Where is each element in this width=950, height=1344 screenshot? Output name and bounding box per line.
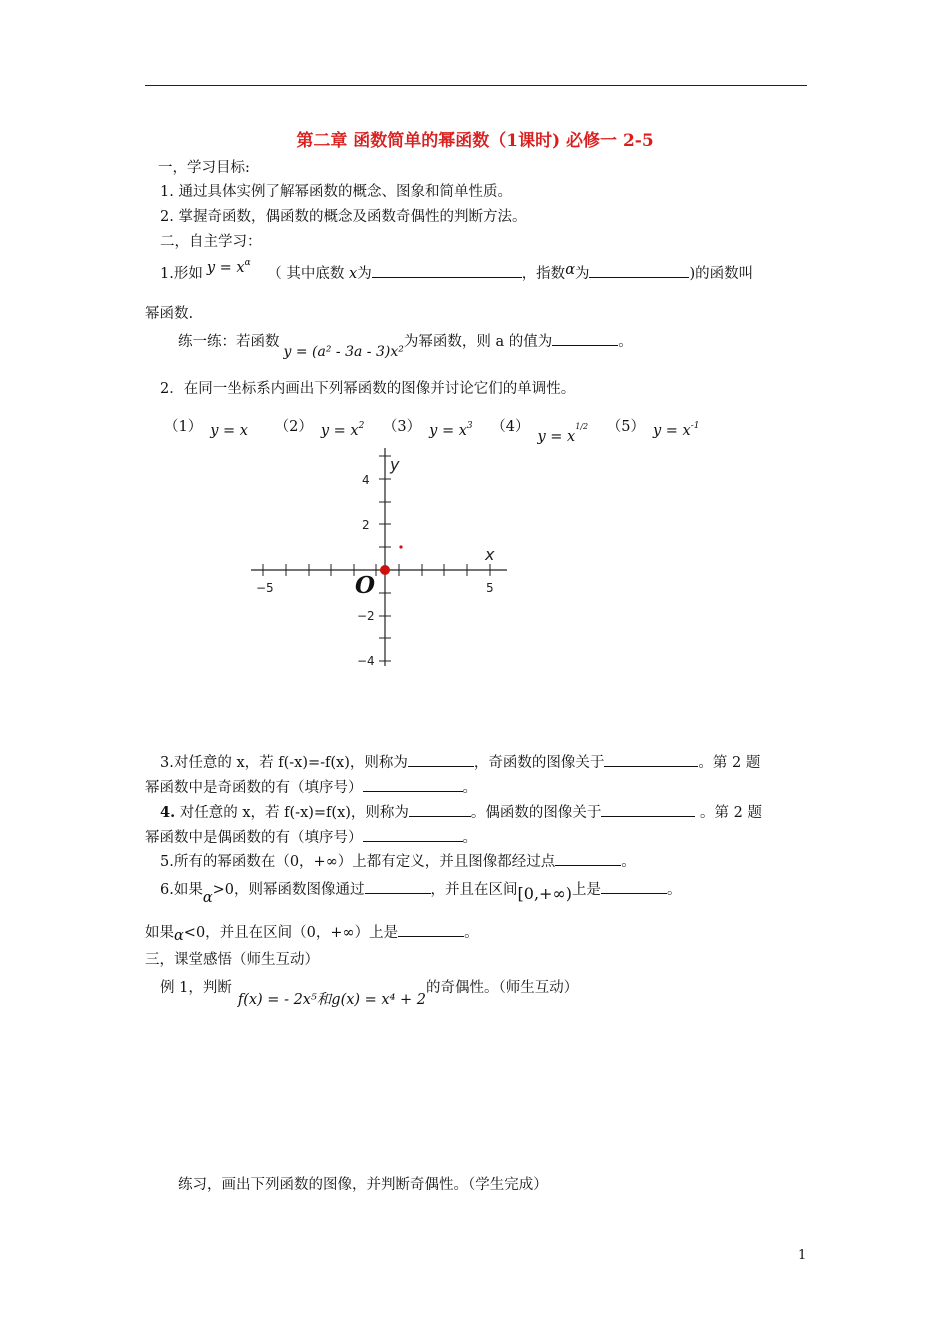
blank-odd-list[interactable] <box>363 777 463 792</box>
y-tick-label-neg4: −4 <box>357 654 375 668</box>
blank-even-list[interactable] <box>363 827 463 842</box>
x-tick-label-neg5: −5 <box>256 581 274 595</box>
question-4-continued: 幂函数中是偶函数的有（填序号） 。 <box>145 826 477 847</box>
example-1: 例 1，判断f(x) = - 2x⁵和g(x) = x⁴ + 2的奇偶性。（师生互动） <box>160 980 579 1008</box>
function-list <box>164 412 700 445</box>
blank-odd-function[interactable] <box>408 752 474 767</box>
x-axis-label: x <box>485 545 495 564</box>
func-4: （4）y = x1/2 <box>491 419 589 445</box>
question-6-negative: 如果α<0，并且在区间（0，+∞）上是 。 <box>145 921 479 942</box>
func-5: （5） $y = x^{-1}$ <box>606 419 700 439</box>
stray-point <box>399 545 402 548</box>
page-number: 1 <box>798 1248 807 1263</box>
objective-2: 2. 掌握奇函数，偶函数的概念及函数奇偶性的判断方法。 <box>160 209 527 225</box>
blank-pass-point[interactable] <box>365 879 431 894</box>
func-1: （1） y = x <box>164 419 248 439</box>
question-4: 4. 对任意的 x，若 f(-x)=f(x)，则称为 。偶函数的图像关于 。第 2 题 <box>160 804 762 821</box>
func-2: （2） $y = x^2$ <box>274 419 365 439</box>
question-1: 1.形如 $y = x^\alpha$ （ 其中底数 x为 ，指数α为 )的函数叫 <box>160 258 754 282</box>
y-tick-label-4: 4 <box>362 473 370 487</box>
y-tick-label-2: 2 <box>362 518 370 532</box>
blank-even-symmetry[interactable] <box>601 802 695 817</box>
q1-prefix: 1.形如 <box>160 266 203 282</box>
func-3: （3） $y = x^3$ <box>382 419 473 439</box>
y-tick-label-neg2: −2 <box>357 609 375 623</box>
y-axis-label: y <box>390 455 400 474</box>
header-rule <box>145 85 807 86</box>
question-3: 3.对任意的 x，若 f(-x)=-f(x)，则称为 ，奇函数的图像关于 。第 2 题 <box>160 751 760 772</box>
blank-exponent[interactable] <box>589 263 689 278</box>
blank-a-value[interactable] <box>552 331 618 346</box>
blank-common-point[interactable] <box>555 851 621 866</box>
power-function-formula: $y = x^\alpha$ <box>206 258 251 276</box>
x-tick-label-5: 5 <box>486 581 494 595</box>
question-1-continued: 幂函数. <box>145 306 194 322</box>
blank-base[interactable] <box>372 263 522 278</box>
blank-monotonic-pos[interactable] <box>601 879 667 894</box>
origin-label: O <box>355 572 376 599</box>
interval-0-inf: [0,+∞) <box>517 884 572 903</box>
practice-1: 练一练：若函数y = (a² - 3a - 3)x²为幂函数，则 a 的值为 。 <box>178 330 633 351</box>
section3-heading: 三，课堂感悟（师生互动） <box>145 952 319 968</box>
objective-1: 1. 通过具体实例了解幂函数的概念、图象和简单性质。 <box>160 184 512 200</box>
coordinate-graph <box>245 440 515 672</box>
origin-point <box>380 565 390 575</box>
question-6: 6.如果α>0，则幂函数图像通过 ，并且在区间[0,+∞)上是 。 <box>160 878 682 899</box>
question-3-continued: 幂函数中是奇函数的有（填序号） 。 <box>145 776 477 797</box>
question-5: 5.所有的幂函数在（0，+∞）上都有定义，并且图像都经过点 。 <box>160 850 636 871</box>
blank-odd-symmetry[interactable] <box>604 752 698 767</box>
section1-heading: 一，学习目标: <box>158 160 250 176</box>
practice-2: 练习，画出下列函数的图像，并判断奇偶性。（学生完成） <box>178 1177 548 1193</box>
example-formula: f(x) = - 2x⁵和g(x) = x⁴ + 2 <box>237 992 427 1008</box>
practice-formula: y = (a² - 3a - 3)x² <box>283 344 404 360</box>
blank-monotonic-neg[interactable] <box>398 922 464 937</box>
question-2: 2．在同一坐标系内画出下列幂函数的图像并讨论它们的单调性。 <box>160 381 576 397</box>
section2-heading: 二，自主学习： <box>160 234 262 250</box>
page-title: 第二章 函数简单的幂函数（1课时) 必修一 2-5 <box>296 131 654 151</box>
blank-even-function[interactable] <box>409 802 471 817</box>
